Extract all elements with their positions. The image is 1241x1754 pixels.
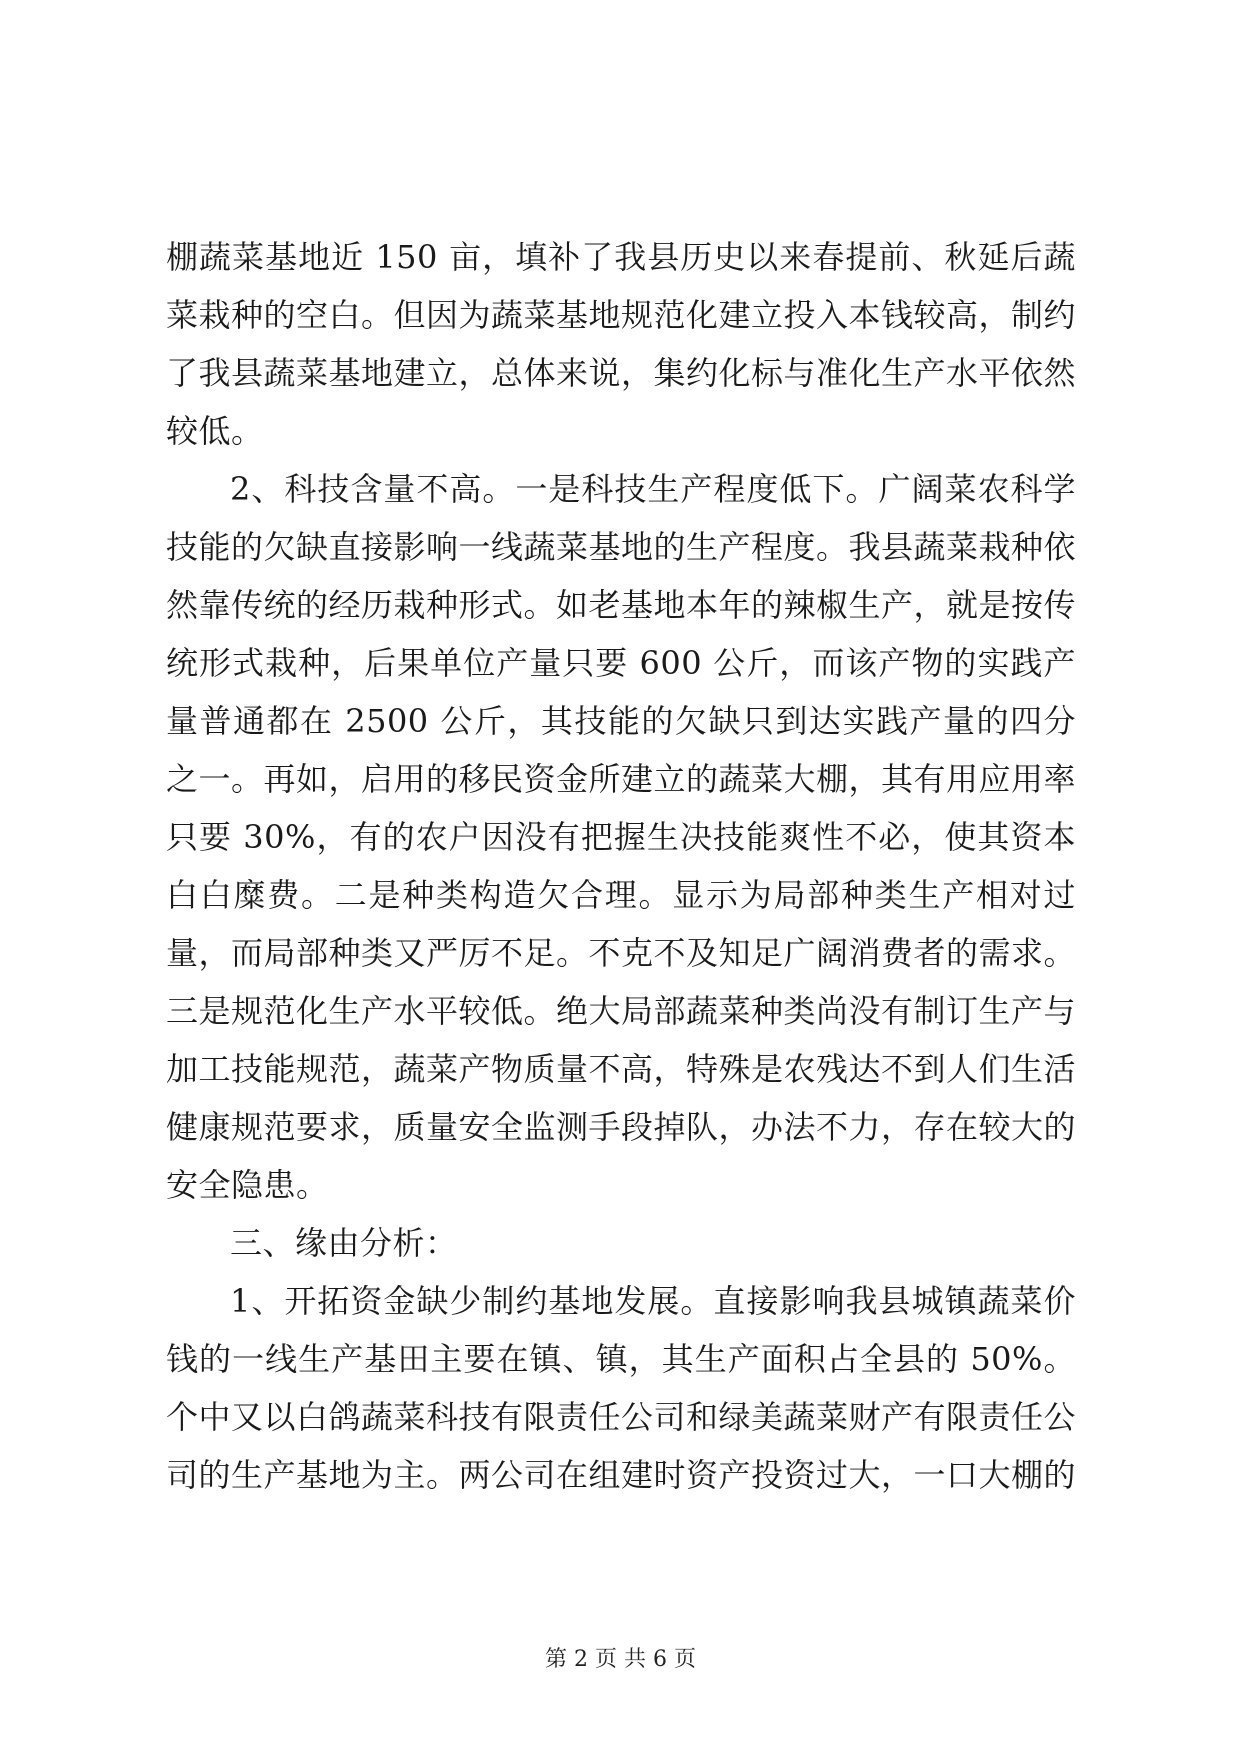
page-footer [0, 1645, 1241, 1675]
paragraph-2: 2、科技含量不高。一是科技生产程度低下。广阔菜农科学技能的欠缺直接影响一线蔬菜基地的生产程度。我县蔬菜栽种依然靠传统的经历栽种形式。如老基地本年的辣椒生产，就是按传统形式栽种，后果单位产量只要 600 公斤，而该产物的实践产量普通都在 2500 公斤，其技能的欠缺只到达实践产量的四分之一。再如，启用的移民资金所建立的蔬菜大棚，其有用应用率只要 30%，有的农户因没有把握生决技能爽性不必，使其资本白白糜费。二是种类构造欠合理。显示为局部种类生产相对过量，而局部种类又严厉不足。不克不及知足广阔消费者的需求。三是规范化生产水平较低。绝大局部蔬菜种类尚没有制订生产与加工技能规范，蔬菜产物质量不高，特殊是农残达不到人们生活健康规范要求，质量安全监测手段掉队，办法不力，存在较大的安全隐患。 [166, 470, 1077, 1204]
body-text [166, 228, 1076, 1504]
paragraph-4: 1、开拓资金缺少制约基地发展。直接影响我县城镇蔬菜价钱的一线生产基田主要在镇、镇，其生产面积占全县的 50%。个中又以白鸽蔬菜科技有限责任公司和绿美蔬菜财产有限责任公司的生产基地为主。两公司在组建时资产投资过大，一口大棚的 [166, 1282, 1077, 1494]
section-heading: 三、缘由分析： [230, 1224, 458, 1262]
page-number: 第 2 页 共 6 页 [545, 1647, 696, 1672]
paragraph-1: 棚蔬菜基地近 150 亩，填补了我县历史以来春提前、秋延后蔬菜栽种的空白。但因为蔬菜基地规范化建立投入本钱较高，制约了我县蔬菜基地建立，总体来说，集约化标与准化生产水平依然较低。 [166, 238, 1077, 450]
